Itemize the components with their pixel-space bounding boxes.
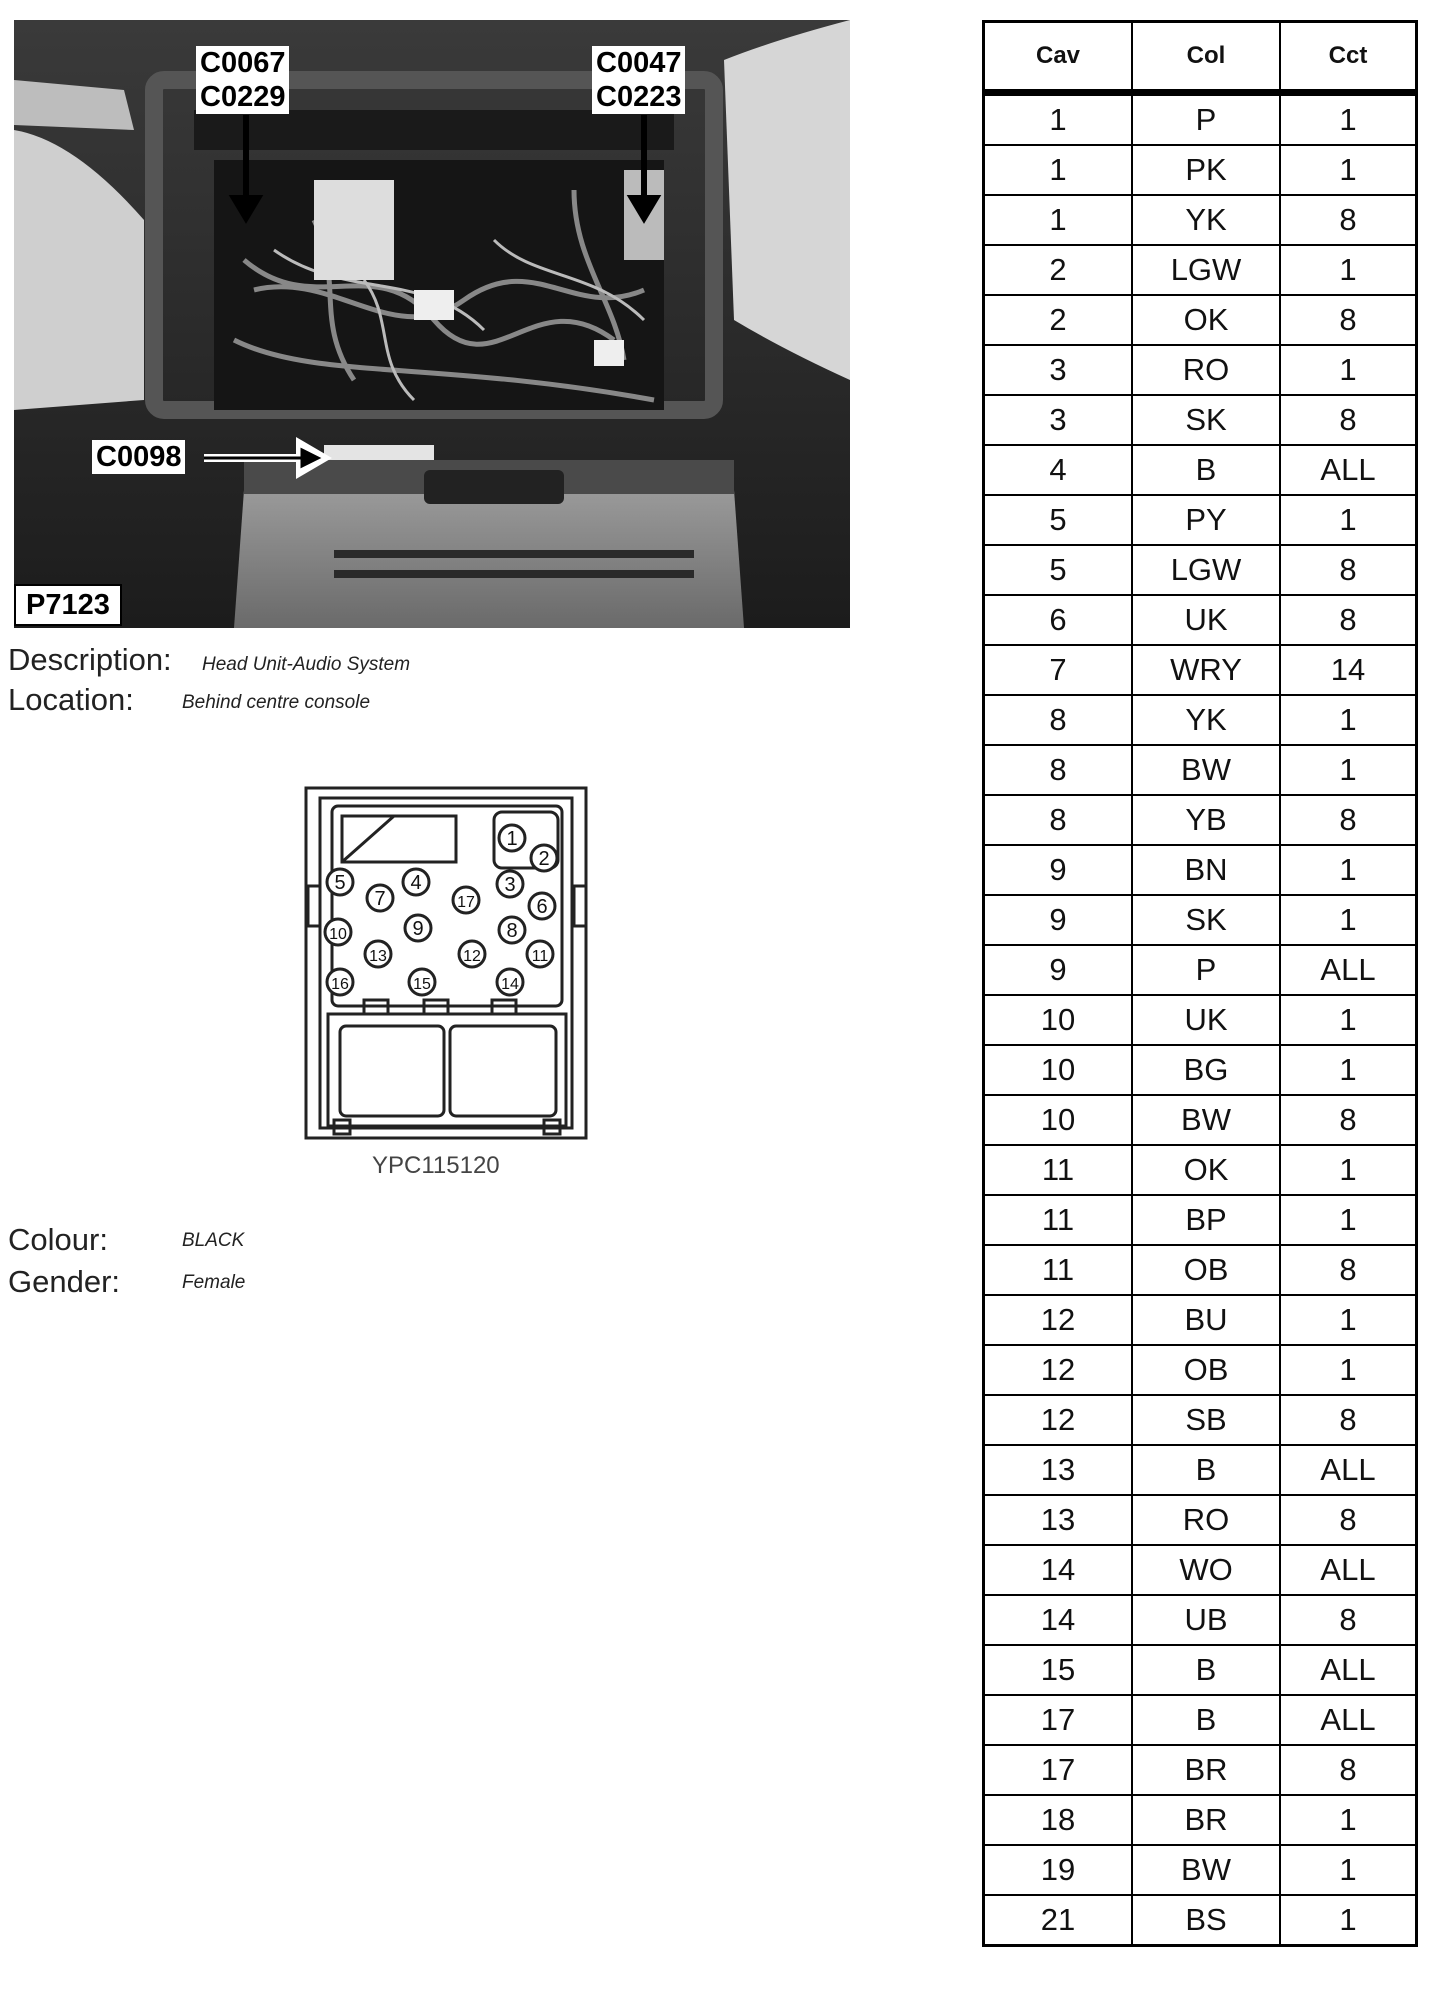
cell-col: OB [1132, 1245, 1280, 1295]
cell-cct: 8 [1280, 395, 1417, 445]
cell-cav: 17 [984, 1745, 1133, 1795]
cell-cct: 1 [1280, 895, 1417, 945]
cell-col: B [1132, 1645, 1280, 1695]
table-row [984, 595, 1417, 645]
cell-col: UK [1132, 995, 1280, 1045]
table-row [984, 245, 1417, 295]
pin-6-label: 6 [536, 896, 548, 918]
cell-cct: 1 [1280, 1145, 1417, 1195]
cell-col: BW [1132, 1095, 1280, 1145]
connector-pins [325, 825, 557, 995]
cell-cav: 18 [984, 1795, 1133, 1845]
connector-label-c0067-c0229 [196, 46, 289, 114]
cell-cav: 12 [984, 1395, 1133, 1445]
cell-cct: 8 [1280, 295, 1417, 345]
pin-1-label: 1 [506, 828, 518, 850]
location-value: Behind centre console [182, 692, 371, 713]
table-row [984, 345, 1417, 395]
cell-cav: 14 [984, 1595, 1133, 1645]
table-row [984, 695, 1417, 745]
cell-cav: 5 [984, 495, 1133, 545]
cell-cav: 5 [984, 545, 1133, 595]
table-row [984, 1145, 1417, 1195]
cell-col: BU [1132, 1295, 1280, 1345]
cell-cct: 1 [1280, 1045, 1417, 1095]
cell-cct: 8 [1280, 1245, 1417, 1295]
table-row [984, 795, 1417, 845]
cell-cct: 1 [1280, 245, 1417, 295]
cell-cav: 19 [984, 1845, 1133, 1895]
cell-cav: 9 [984, 945, 1133, 995]
cell-col: UK [1132, 595, 1280, 645]
table-row [984, 995, 1417, 1045]
cell-cct: 8 [1280, 595, 1417, 645]
cell-col: BR [1132, 1745, 1280, 1795]
cell-cct: 8 [1280, 1745, 1417, 1795]
table-row [984, 93, 1417, 146]
cell-col: PK [1132, 145, 1280, 195]
cell-cct: 1 [1280, 745, 1417, 795]
cell-cav: 11 [984, 1145, 1133, 1195]
table-body [984, 93, 1417, 1946]
table-row [984, 645, 1417, 695]
cell-cav: 9 [984, 895, 1133, 945]
cell-cct: 1 [1280, 145, 1417, 195]
table-row [984, 1595, 1417, 1645]
cell-cav: 8 [984, 745, 1133, 795]
cell-cav: 3 [984, 395, 1133, 445]
cell-cct: 1 [1280, 1895, 1417, 1946]
cell-col: BP [1132, 1195, 1280, 1245]
table-row [984, 445, 1417, 495]
table-row [984, 1695, 1417, 1745]
cell-cav: 21 [984, 1895, 1133, 1946]
table-row [984, 845, 1417, 895]
connector-label-c0047-c0223 [592, 46, 685, 114]
pin-9-label: 9 [412, 918, 424, 940]
cell-cct: 1 [1280, 695, 1417, 745]
cell-col: UB [1132, 1595, 1280, 1645]
cell-cct: ALL [1280, 945, 1417, 995]
table-row [984, 1795, 1417, 1845]
header-cav: Cav [984, 22, 1133, 93]
pin-5-label: 5 [334, 872, 346, 894]
cell-col: RO [1132, 1495, 1280, 1545]
cell-cav: 11 [984, 1195, 1133, 1245]
cell-cct: 1 [1280, 93, 1417, 146]
cell-cct: 8 [1280, 195, 1417, 245]
cell-cav: 10 [984, 1045, 1133, 1095]
cell-cav: 1 [984, 93, 1133, 146]
cell-col: BS [1132, 1895, 1280, 1946]
pin-2-label: 2 [538, 848, 550, 870]
cell-col: BW [1132, 1845, 1280, 1895]
pin-3-label: 3 [504, 874, 516, 896]
cell-col: WO [1132, 1545, 1280, 1595]
table-row [984, 1545, 1417, 1595]
cell-col: BW [1132, 745, 1280, 795]
cell-cav: 17 [984, 1695, 1133, 1745]
pin-10-label: 10 [329, 926, 347, 943]
cell-cav: 9 [984, 845, 1133, 895]
cell-cct: 8 [1280, 1095, 1417, 1145]
location-label: Location: [8, 682, 134, 717]
cell-col: BN [1132, 845, 1280, 895]
cell-cct: ALL [1280, 1695, 1417, 1745]
cell-col: B [1132, 445, 1280, 495]
gender-label: Gender: [8, 1264, 121, 1299]
photo-illustration [14, 20, 850, 628]
colour-value: BLACK [182, 1230, 245, 1251]
cell-cav: 15 [984, 1645, 1133, 1695]
cell-cav: 13 [984, 1495, 1133, 1545]
cell-col: OK [1132, 295, 1280, 345]
cell-col: PY [1132, 495, 1280, 545]
cell-cav: 12 [984, 1345, 1133, 1395]
cell-col: WRY [1132, 645, 1280, 695]
table-row [984, 1395, 1417, 1445]
cell-cct: 8 [1280, 1495, 1417, 1545]
cell-cct: 8 [1280, 1595, 1417, 1645]
pin-13-label: 13 [369, 948, 387, 965]
table-row [984, 1895, 1417, 1946]
description-label: Description: [8, 642, 172, 677]
table-header-row [984, 22, 1417, 93]
cell-cav: 2 [984, 295, 1133, 345]
cell-cav: 7 [984, 645, 1133, 695]
cell-col: YK [1132, 195, 1280, 245]
cell-cct: 1 [1280, 1195, 1417, 1245]
table-row [984, 1845, 1417, 1895]
table-row [984, 295, 1417, 345]
cell-cct: 1 [1280, 1345, 1417, 1395]
pin-16-label: 16 [331, 976, 349, 993]
table-row [984, 1745, 1417, 1795]
label-line: C0047 [596, 47, 682, 79]
cell-cav: 11 [984, 1245, 1133, 1295]
label-line: C0223 [596, 81, 682, 113]
table-row [984, 395, 1417, 445]
table-row [984, 145, 1417, 195]
table-row [984, 1345, 1417, 1395]
cell-col: BG [1132, 1045, 1280, 1095]
cell-cct: 1 [1280, 845, 1417, 895]
cell-col: OK [1132, 1145, 1280, 1195]
table-row [984, 1645, 1417, 1695]
cell-cav: 1 [984, 145, 1133, 195]
cell-col: B [1132, 1695, 1280, 1745]
cell-cav: 13 [984, 1445, 1133, 1495]
cell-cav: 1 [984, 195, 1133, 245]
cell-col: YB [1132, 795, 1280, 845]
description-value: Head Unit-Audio System [202, 654, 411, 675]
cell-cct: ALL [1280, 1545, 1417, 1595]
pin-17-label: 17 [457, 894, 475, 911]
cell-cct: 1 [1280, 1795, 1417, 1845]
cell-col: RO [1132, 345, 1280, 395]
table-row [984, 945, 1417, 995]
connector-face-diagram [298, 776, 598, 1146]
cell-col: OB [1132, 1345, 1280, 1395]
part-number: YPC115120 [372, 1152, 500, 1179]
cell-cct: 1 [1280, 1295, 1417, 1345]
colour-label: Colour: [8, 1222, 108, 1257]
table-row [984, 1195, 1417, 1245]
cell-cct: 1 [1280, 495, 1417, 545]
cell-cct: 1 [1280, 995, 1417, 1045]
cell-col: SB [1132, 1395, 1280, 1445]
cell-col: YK [1132, 695, 1280, 745]
cell-col: P [1132, 93, 1280, 146]
header-cct: Cct [1280, 22, 1417, 93]
table-row [984, 195, 1417, 245]
table-row [984, 1295, 1417, 1345]
label-line: C0229 [200, 81, 286, 113]
table-row [984, 1495, 1417, 1545]
cell-cav: 12 [984, 1295, 1133, 1345]
gender-value: Female [182, 1272, 246, 1293]
cell-col: LGW [1132, 545, 1280, 595]
cell-cav: 10 [984, 1095, 1133, 1145]
cell-cct: 14 [1280, 645, 1417, 695]
cell-cct: 8 [1280, 545, 1417, 595]
cell-cav: 3 [984, 345, 1133, 395]
cell-cav: 14 [984, 1545, 1133, 1595]
table-row [984, 495, 1417, 545]
cell-cav: 10 [984, 995, 1133, 1045]
connector-label-c0098: C0098 [92, 440, 185, 474]
table-row [984, 1245, 1417, 1295]
cell-col: SK [1132, 395, 1280, 445]
table-row [984, 1045, 1417, 1095]
cell-cct: ALL [1280, 1445, 1417, 1495]
installation-photo [14, 20, 850, 628]
cell-cct: 8 [1280, 795, 1417, 845]
label-line: C0067 [200, 47, 286, 79]
cell-cav: 2 [984, 245, 1133, 295]
cell-col: LGW [1132, 245, 1280, 295]
pin-4-label: 4 [410, 872, 422, 894]
cell-cct: 1 [1280, 1845, 1417, 1895]
cell-cav: 4 [984, 445, 1133, 495]
cell-col: BR [1132, 1795, 1280, 1845]
cell-col: SK [1132, 895, 1280, 945]
table-row [984, 895, 1417, 945]
cell-cct: ALL [1280, 445, 1417, 495]
cell-cct: 8 [1280, 1395, 1417, 1445]
header-col: Col [1132, 22, 1280, 93]
pin-11-label: 11 [531, 948, 549, 965]
pin-8-label: 8 [506, 920, 518, 942]
pin-14-label: 14 [501, 976, 519, 993]
pin-table [982, 20, 1418, 1947]
table-row [984, 745, 1417, 795]
pin-7-label: 7 [374, 888, 386, 910]
table-row [984, 1445, 1417, 1495]
pin-12-label: 12 [463, 948, 481, 965]
pin-15-label: 15 [413, 976, 431, 993]
cell-cav: 8 [984, 795, 1133, 845]
table-row [984, 545, 1417, 595]
cell-cct: ALL [1280, 1645, 1417, 1695]
cell-col: P [1132, 945, 1280, 995]
cell-cav: 6 [984, 595, 1133, 645]
photo-id-label: P7123 [14, 584, 122, 626]
table-row [984, 1095, 1417, 1145]
cell-col: B [1132, 1445, 1280, 1495]
cell-cct: 1 [1280, 345, 1417, 395]
cell-cav: 8 [984, 695, 1133, 745]
